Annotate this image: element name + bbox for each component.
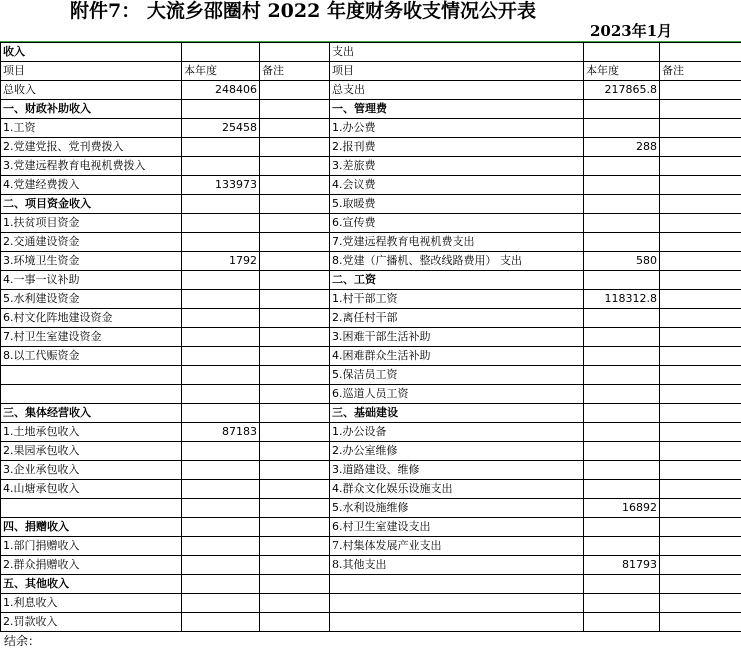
expense-item-value: 288 — [584, 138, 660, 157]
table-row — [1, 423, 741, 442]
table-row — [1, 613, 741, 632]
income-item-value — [182, 271, 260, 290]
income-item-label: 1.部门捐赠收入 — [1, 537, 182, 556]
income-item-label: 2.罚款收入 — [1, 613, 182, 632]
income-item-label: 2.果园承包收入 — [1, 442, 182, 461]
income-item-label: 2.党建党报、党刊费拨入 — [1, 138, 182, 157]
income-item-value — [182, 537, 260, 556]
income-item-note — [260, 309, 330, 328]
income-item-note — [260, 537, 330, 556]
expense-item-label: 8.党建（广播机、整改线路费用） 支出 — [330, 252, 584, 271]
income-item-label: 1.工资 — [1, 119, 182, 138]
income-item-value — [182, 138, 260, 157]
expense-note-header: 备注 — [660, 62, 741, 81]
income-item-label: 4.山塘承包收入 — [1, 480, 182, 499]
income-item-label: 二、项目资金收入 — [1, 195, 182, 214]
expense-item-value — [584, 328, 660, 347]
expense-item-label: 3.困难干部生活补助 — [330, 328, 584, 347]
table-row — [1, 556, 741, 575]
table-row — [1, 366, 741, 385]
expense-item-note — [660, 366, 741, 385]
income-item-label: 6.村文化阵地建设资金 — [1, 309, 182, 328]
income-item-note — [260, 157, 330, 176]
income-item-value — [182, 613, 260, 632]
expense-item-note — [660, 594, 741, 613]
expense-item-label: 8.其他支出 — [330, 556, 584, 575]
income-item-value — [182, 404, 260, 423]
expense-item-note — [660, 575, 741, 594]
document-title — [0, 0, 741, 22]
income-item-label: 8.以工代赈资金 — [1, 347, 182, 366]
table-row — [1, 404, 741, 423]
expense-item-note — [660, 195, 741, 214]
income-item-note — [260, 461, 330, 480]
table-row — [1, 594, 741, 613]
table-row — [1, 252, 741, 271]
income-item-label: 四、捐赠收入 — [1, 518, 182, 537]
expense-item-value — [584, 613, 660, 632]
income-total-label: 总收入 — [1, 81, 182, 100]
report-date: 2023年1月 — [590, 22, 673, 40]
expense-item-note — [660, 404, 741, 423]
expense-item-value — [584, 309, 660, 328]
expense-item-value: 16892 — [584, 499, 660, 518]
income-item-note — [260, 518, 330, 537]
expense-item-note — [660, 233, 741, 252]
income-item-value — [182, 233, 260, 252]
income-item-note — [260, 613, 330, 632]
expense-item-value — [584, 119, 660, 138]
income-item-value: 87183 — [182, 423, 260, 442]
income-item-label: 3.企业承包收入 — [1, 461, 182, 480]
expense-item-note — [660, 290, 741, 309]
table-row — [1, 480, 741, 499]
expense-item-note — [660, 461, 741, 480]
expense-item-label: 4.会议费 — [330, 176, 584, 195]
income-item-label — [1, 499, 182, 518]
expense-item-label: 2.报刊费 — [330, 138, 584, 157]
finance-table — [0, 42, 741, 632]
income-item-label: 1.利息收入 — [1, 594, 182, 613]
table-row — [1, 442, 741, 461]
column-header-row — [1, 62, 741, 81]
income-item-note — [260, 366, 330, 385]
expense-item-value — [584, 271, 660, 290]
income-item-label: 4.党建经费拨入 — [1, 176, 182, 195]
income-item-note — [260, 347, 330, 366]
expense-item-value — [584, 480, 660, 499]
income-item-note — [260, 271, 330, 290]
expense-item-label: 二、工资 — [330, 271, 584, 290]
income-item-note — [260, 385, 330, 404]
income-item-value — [182, 556, 260, 575]
expense-item-value: 580 — [584, 252, 660, 271]
table-row — [1, 176, 741, 195]
expense-item-label: 6.村卫生室建设支出 — [330, 518, 584, 537]
income-item-value — [182, 309, 260, 328]
expense-item-note — [660, 518, 741, 537]
expense-item-value — [584, 176, 660, 195]
table-row — [1, 195, 741, 214]
balance-label: 结余： — [4, 634, 41, 648]
expense-item-value: 81793 — [584, 556, 660, 575]
expense-item-note — [660, 442, 741, 461]
income-amount-header: 本年度 — [182, 62, 260, 81]
expense-item-value — [584, 100, 660, 119]
expense-item-label: 一、管理费 — [330, 100, 584, 119]
income-item-value: 1792 — [182, 252, 260, 271]
expense-item-note — [660, 309, 741, 328]
income-item-note — [260, 290, 330, 309]
income-item-label: 5.水利建设资金 — [1, 290, 182, 309]
income-item-note — [260, 119, 330, 138]
income-item-label: 一、财政补助收入 — [1, 100, 182, 119]
expense-item-note — [660, 328, 741, 347]
income-item-header: 项目 — [1, 62, 182, 81]
expense-item-note — [660, 347, 741, 366]
expense-item-note — [660, 100, 741, 119]
income-note-header: 备注 — [260, 62, 330, 81]
table-row — [1, 328, 741, 347]
income-item-note — [260, 252, 330, 271]
table-row — [1, 518, 741, 537]
expense-item-value — [584, 366, 660, 385]
expense-item-note — [660, 556, 741, 575]
expense-item-label: 5.取暖费 — [330, 195, 584, 214]
income-item-value — [182, 385, 260, 404]
income-item-label: 1.扶贫项目资金 — [1, 214, 182, 233]
expense-item-value — [584, 347, 660, 366]
table-row — [1, 461, 741, 480]
income-item-label: 2.群众捐赠收入 — [1, 556, 182, 575]
expense-item-note — [660, 214, 741, 233]
income-item-value — [182, 594, 260, 613]
income-item-value: 25458 — [182, 119, 260, 138]
expense-item-note — [660, 480, 741, 499]
expense-item-value — [584, 461, 660, 480]
income-item-value — [182, 347, 260, 366]
expense-item-label: 2.办公室维修 — [330, 442, 584, 461]
table-row — [1, 575, 741, 594]
section-header-row — [1, 43, 741, 62]
income-item-label: 1.土地承包收入 — [1, 423, 182, 442]
income-item-value — [182, 214, 260, 233]
income-item-note — [260, 233, 330, 252]
income-item-label: 3.党建远程教育电视机费拨入 — [1, 157, 182, 176]
table-row — [1, 537, 741, 556]
income-item-label: 4.一事一议补助 — [1, 271, 182, 290]
income-item-note — [260, 214, 330, 233]
income-item-value — [182, 499, 260, 518]
expense-item-value — [584, 214, 660, 233]
table-row — [1, 290, 741, 309]
table-row — [1, 309, 741, 328]
income-item-note — [260, 100, 330, 119]
income-item-value — [182, 290, 260, 309]
expense-total-value: 217865.8 — [584, 81, 660, 100]
expense-amount-header: 本年度 — [584, 62, 660, 81]
table-row — [1, 119, 741, 138]
expense-item-label: 3.差旅费 — [330, 157, 584, 176]
expense-item-note — [660, 138, 741, 157]
table-row — [1, 138, 741, 157]
income-item-note — [260, 138, 330, 157]
expense-item-note — [660, 385, 741, 404]
income-item-value: 133973 — [182, 176, 260, 195]
income-item-label: 3.环境卫生资金 — [1, 252, 182, 271]
income-item-note — [260, 594, 330, 613]
expense-item-value — [584, 537, 660, 556]
expense-item-label: 2.离任村干部 — [330, 309, 584, 328]
expense-item-label — [330, 575, 584, 594]
income-item-note — [260, 404, 330, 423]
income-item-label: 2.交通建设资金 — [1, 233, 182, 252]
income-item-note — [260, 499, 330, 518]
income-item-label: 三、集体经营收入 — [1, 404, 182, 423]
income-item-value — [182, 328, 260, 347]
title-text: 附件7： 大流乡邵圈村 2022 年度财务收支情况公开表 — [70, 0, 536, 22]
expense-item-note — [660, 176, 741, 195]
total-row — [1, 81, 741, 100]
income-item-label: 7.村卫生室建设资金 — [1, 328, 182, 347]
expense-item-note — [660, 613, 741, 632]
expense-item-value — [584, 442, 660, 461]
income-item-note — [260, 423, 330, 442]
expense-total-label: 总支出 — [330, 81, 584, 100]
expense-item-label: 4.困难群众生活补助 — [330, 347, 584, 366]
income-header: 收入 — [1, 43, 182, 62]
income-item-note — [260, 556, 330, 575]
income-item-label — [1, 385, 182, 404]
expense-item-note — [660, 252, 741, 271]
expense-item-value — [584, 518, 660, 537]
expense-item-label: 7.党建远程教育电视机费支出 — [330, 233, 584, 252]
expense-item-value — [584, 195, 660, 214]
income-item-note — [260, 480, 330, 499]
expense-item-note — [660, 271, 741, 290]
income-item-note — [260, 195, 330, 214]
table-row — [1, 385, 741, 404]
income-item-note — [260, 176, 330, 195]
expense-item-header: 项目 — [330, 62, 584, 81]
expense-item-label: 5.水利设施维修 — [330, 499, 584, 518]
income-item-label: 五、其他收入 — [1, 575, 182, 594]
expense-item-note — [660, 119, 741, 138]
income-item-label — [1, 366, 182, 385]
table-row — [1, 347, 741, 366]
expense-item-value — [584, 233, 660, 252]
expense-item-value — [584, 594, 660, 613]
income-item-value — [182, 157, 260, 176]
table-row — [1, 157, 741, 176]
expense-item-label: 1.办公设备 — [330, 423, 584, 442]
expense-item-value — [584, 385, 660, 404]
expense-item-label: 7.村集体发展产业支出 — [330, 537, 584, 556]
table-row — [1, 233, 741, 252]
expense-item-label: 1.办公费 — [330, 119, 584, 138]
income-item-note — [260, 575, 330, 594]
expense-item-value — [584, 423, 660, 442]
expense-item-label — [330, 594, 584, 613]
expense-item-label: 3.道路建设、维修 — [330, 461, 584, 480]
income-total-value: 248406 — [182, 81, 260, 100]
income-item-value — [182, 442, 260, 461]
expense-item-value — [584, 157, 660, 176]
expense-item-note — [660, 157, 741, 176]
expense-item-label: 1.村干部工资 — [330, 290, 584, 309]
income-item-value — [182, 366, 260, 385]
expense-item-note — [660, 537, 741, 556]
income-item-value — [182, 575, 260, 594]
expense-item-value — [584, 404, 660, 423]
expense-item-label — [330, 613, 584, 632]
income-item-value — [182, 480, 260, 499]
table-row — [1, 271, 741, 290]
table-row — [1, 100, 741, 119]
income-item-value — [182, 100, 260, 119]
expense-item-value: 118312.8 — [584, 290, 660, 309]
income-item-note — [260, 442, 330, 461]
expense-item-label: 4.群众文化娱乐设施支出 — [330, 480, 584, 499]
table-row — [1, 499, 741, 518]
expense-item-label: 三、基础建设 — [330, 404, 584, 423]
expense-item-label: 6.宣传费 — [330, 214, 584, 233]
expense-item-value — [584, 575, 660, 594]
income-item-value — [182, 461, 260, 480]
income-item-value — [182, 518, 260, 537]
expense-item-label: 5.保洁员工资 — [330, 366, 584, 385]
expense-header: 支出 — [330, 43, 584, 62]
income-item-value — [182, 195, 260, 214]
expense-item-note — [660, 423, 741, 442]
expense-item-label: 6.巡道人员工资 — [330, 385, 584, 404]
income-item-note — [260, 328, 330, 347]
expense-item-note — [660, 499, 741, 518]
table-row — [1, 214, 741, 233]
